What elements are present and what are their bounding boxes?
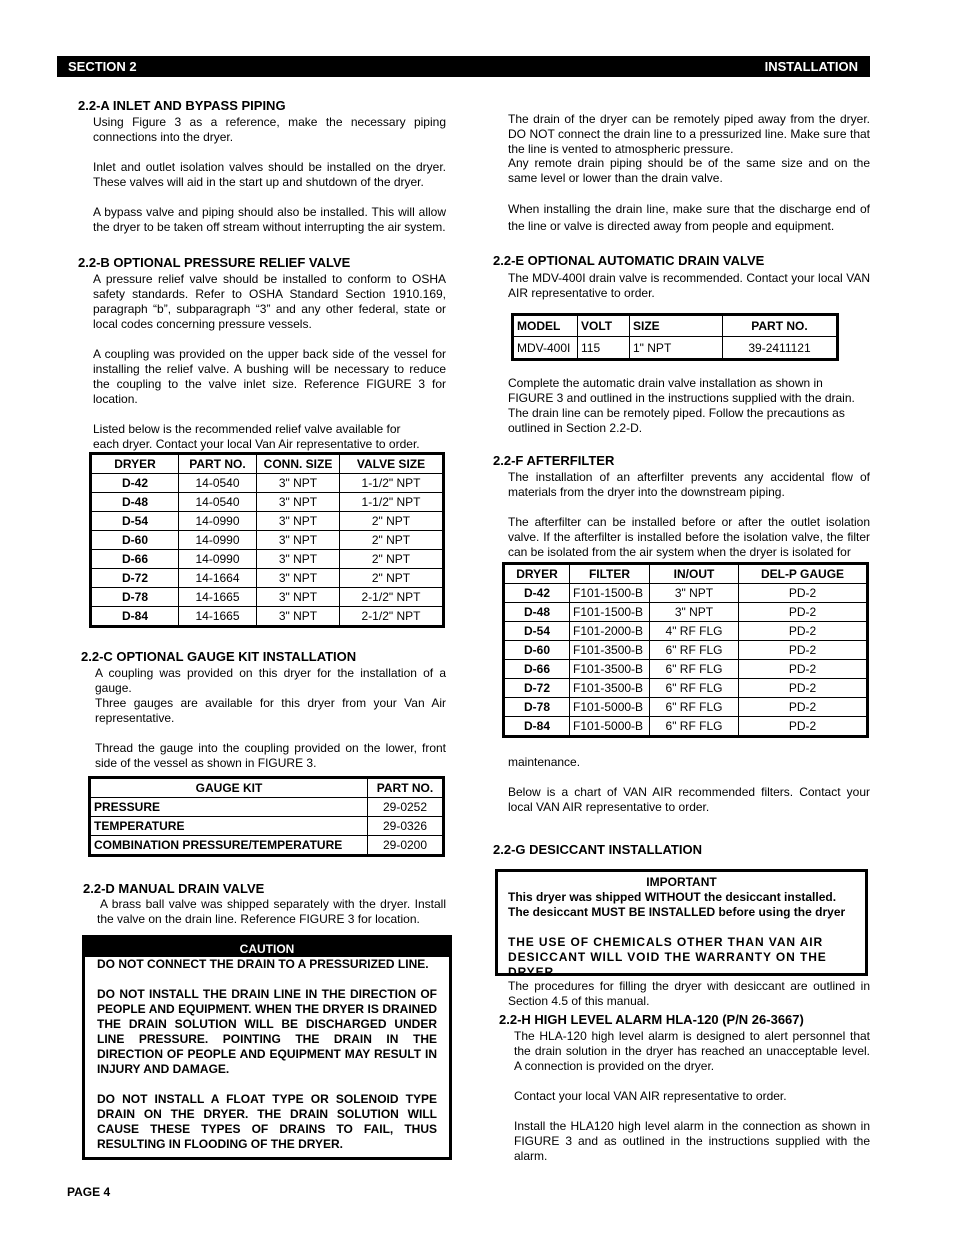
table-cell: 3" NPT (257, 531, 340, 550)
column-header: IN/OUT (650, 564, 739, 584)
table-cell: F101-1500-B (570, 584, 650, 603)
table-header-row (504, 564, 868, 584)
table-cell: PD-2 (739, 679, 868, 698)
table-cell: F101-1500-B (570, 603, 650, 622)
s2f-paragraph-2: The afterfilter can be installed before or after the outlet isolation valve. If the afterfilter is installed before the isolation valve, the filter can be isolated from the air system when the dryer is isolated for (508, 515, 870, 559)
drain-paragraph-2: Any remote drain piping should be of the same size and on the same level or lower than the drain valve. (508, 156, 870, 185)
s2c-paragraph-2: Three gauges are available for this dryer from your Van Air representative. (95, 696, 446, 725)
table-cell: D-54 (504, 622, 570, 641)
gauge-kit-table (88, 776, 445, 857)
table-cell: D-48 (504, 603, 570, 622)
s2b-paragraph-2: A coupling was provided on the upper back side of the vessel for installing the relief valve. A bushing will be necessary to reduce the coupling to the valve inlet size. Reference FIGURE 3 for location. (93, 347, 446, 406)
column-header: DEL-P GAUGE (739, 564, 868, 584)
table-cell: D-72 (91, 569, 179, 588)
s2h-paragraph-1: The HLA-120 high level alarm is designed to alert personnel that the drain solution in the dryer has reached an unacceptable level. A connection is provided on the dryer. (514, 1029, 870, 1073)
s2b-paragraph-3b: each dryer. Contact your local Van Air representative to order. (93, 437, 420, 451)
table-row (504, 622, 868, 641)
table-row (91, 512, 444, 531)
table-row (90, 798, 444, 817)
heading-2-2-g: 2.2-G DESICCANT INSTALLATION (493, 842, 702, 857)
drain-paragraph-1: The drain of the dryer can be remotely piped away from the dryer. DO NOT connect the drain line to a pressurized line. Make sure that the line is vented to atmospheric pressure. (508, 112, 870, 156)
table-cell: 3" NPT (650, 603, 739, 622)
heading-2-2-b: 2.2-B OPTIONAL PRESSURE RELIEF VALVE (78, 255, 351, 270)
page-number: PAGE 4 (67, 1185, 111, 1199)
table-row (91, 550, 444, 569)
column-header: SIZE (630, 315, 723, 337)
table-cell: PD-2 (739, 717, 868, 737)
table-cell: TEMPERATURE (90, 817, 368, 836)
table-row (504, 698, 868, 717)
column-header: PART NO. (179, 454, 257, 474)
table-cell: 1-1/2" NPT (340, 493, 444, 512)
table-cell: 2" NPT (340, 531, 444, 550)
table-cell: 14-0540 (179, 493, 257, 512)
s2a-paragraph-2: Inlet and outlet isolation valves should be installed on the dryer. These valves will aid in the start up and shutdown of the dryer. (93, 160, 446, 189)
heading-2-2-f: 2.2-F AFTERFILTER (493, 453, 615, 468)
table-row (504, 641, 868, 660)
table-cell: 2-1/2" NPT (340, 588, 444, 607)
heading-2-2-d: 2.2-D MANUAL DRAIN VALVE (83, 881, 265, 896)
table-cell: 14-0990 (179, 512, 257, 531)
table-cell: D-78 (504, 698, 570, 717)
table-cell: 1" NPT (630, 337, 723, 360)
table-cell: 4" RF FLG (650, 622, 739, 641)
table-cell: 14-1664 (179, 569, 257, 588)
table-cell: PD-2 (739, 603, 868, 622)
s2a-paragraph-1: Using Figure 3 as a reference, make the necessary piping connections into the dryer. (93, 115, 446, 144)
s2f-paragraph-1: The installation of an afterfilter prevents any accidental flow of materials from the dryer into the downstream piping. (508, 470, 870, 499)
table-cell: 2" NPT (340, 550, 444, 569)
table-row (91, 474, 444, 493)
table-row (91, 588, 444, 607)
table-cell: 3" NPT (257, 512, 340, 531)
table-cell: F101-5000-B (570, 698, 650, 717)
table-cell: D-42 (91, 474, 179, 493)
section-label: SECTION 2 (68, 59, 137, 74)
drain-paragraph-3: When installing the drain line, make sure that the discharge end of the line or valve is directed away from people and equipment. (508, 202, 870, 233)
table-cell: 3" NPT (257, 607, 340, 627)
s2f-paragraph-3: maintenance. (508, 755, 581, 769)
important-title: IMPORTANT (646, 875, 717, 889)
column-header: GAUGE KIT (90, 778, 368, 798)
s2d-paragraph-1: A brass ball valve was shipped separately with the dryer. Install the valve on the drain line. Reference FIGURE 3 for location. (97, 897, 446, 926)
column-header: VALVE SIZE (340, 454, 444, 474)
caution-title: CAUTION (85, 938, 449, 957)
table-cell: 2" NPT (340, 512, 444, 531)
table-cell: D-54 (91, 512, 179, 531)
table-cell: 14-0990 (179, 550, 257, 569)
table-cell: F101-5000-B (570, 717, 650, 737)
table-cell: 6" RF FLG (650, 660, 739, 679)
table-row (504, 603, 868, 622)
column-header: PART NO. (723, 315, 838, 337)
important-box (495, 869, 868, 979)
table-cell: PRESSURE (90, 798, 368, 817)
table-cell: 29-0326 (368, 817, 444, 836)
table-cell: D-66 (91, 550, 179, 569)
table-cell: D-48 (91, 493, 179, 512)
table-row (504, 660, 868, 679)
table-cell: PD-2 (739, 622, 868, 641)
important-line-2: THE USE OF CHEMICALS OTHER THAN VAN AIR DESICCANT WILL VOID THE WARRANTY ON THE DRYER. (508, 935, 827, 979)
heading-2-2-a: 2.2-A INLET AND BYPASS PIPING (78, 98, 286, 113)
table-cell: PD-2 (739, 660, 868, 679)
table-cell: 3" NPT (257, 493, 340, 512)
caution-box (82, 935, 452, 1160)
table-cell: 39-2411121 (723, 337, 838, 360)
s2e-paragraph-1: The MDV-400I drain valve is recommended. Contact your local VAN AIR representative to order. (508, 271, 870, 300)
table-cell: 2-1/2" NPT (340, 607, 444, 627)
section-header-bar (57, 56, 870, 77)
table-cell: 3" NPT (257, 474, 340, 493)
table-row (504, 584, 868, 603)
table-cell: 3" NPT (257, 588, 340, 607)
column-header: DRYER (504, 564, 570, 584)
table-cell: 1-1/2" NPT (340, 474, 444, 493)
s2a-paragraph-3: A bypass valve and piping should also be installed. This will allow the dryer to be taken off stream without interrupting the air system. (93, 205, 446, 234)
table-row (91, 607, 444, 627)
column-header: VOLT (578, 315, 630, 337)
table-cell: 14-0540 (179, 474, 257, 493)
table-cell: PD-2 (739, 584, 868, 603)
table-header-row (90, 778, 444, 798)
drain-valve-table (511, 313, 839, 361)
relief-valve-table (89, 452, 445, 628)
section-title: INSTALLATION (764, 59, 858, 74)
caution-line-3: DO NOT INSTALL A FLOAT TYPE OR SOLENOID TYPE DRAIN ON THE DRYER. THE DRAIN SOLUTION WILL CAUSE THESE TYPES OF DRAINS TO FAIL, THUS RESULTING IN FLOODING OF THE DRYER. (97, 1092, 437, 1151)
column-header: CONN. SIZE (257, 454, 340, 474)
caution-line-2: DO NOT INSTALL THE DRAIN LINE IN THE DIRECTION OF PEOPLE AND EQUIPMENT. WHEN THE DRYER IS DRAINED THE DRAIN SOLUTION WILL BE DISCHARGED UNDER LINE PRESSURE. POINTING THE DRAIN IN THE DIRECTION OF PEOPLE AND EQUIPMENT MAY RESULT IN INJURY AND DAMAGE. (97, 987, 437, 1076)
table-cell: 29-0200 (368, 836, 444, 856)
table-cell: D-60 (91, 531, 179, 550)
table-row (504, 679, 868, 698)
table-row (504, 717, 868, 737)
table-cell: D-78 (91, 588, 179, 607)
table-cell: 6" RF FLG (650, 717, 739, 737)
table-row (91, 493, 444, 512)
table-cell: 3" NPT (257, 550, 340, 569)
table-cell: PD-2 (739, 698, 868, 717)
column-header: DRYER (91, 454, 179, 474)
table-row (91, 531, 444, 550)
heading-2-2-e: 2.2-E OPTIONAL AUTOMATIC DRAIN VALVE (493, 253, 765, 268)
table-cell: 115 (578, 337, 630, 360)
s2h-paragraph-3: Install the HLA120 high level alarm in the connection as shown in FIGURE 3 and as outlined in the instructions supplied with the alarm. (514, 1119, 870, 1163)
s2c-paragraph-3: Thread the gauge into the coupling provided on the lower, front side of the vessel as shown in FIGURE 3. (95, 741, 446, 770)
table-cell: 14-1665 (179, 607, 257, 627)
table-cell: 14-0990 (179, 531, 257, 550)
s2b-paragraph-1: A pressure relief valve should be installed to conform to OSHA safety standards. Refer to OSHA Standard Section 1910.169, paragraph “b”, subparagraph “3” and any other federal, state or local codes concerning pressure vessels. (93, 272, 446, 331)
caution-line-1: DO NOT CONNECT THE DRAIN TO A PRESSURIZED LINE. (97, 957, 429, 971)
heading-2-2-h: 2.2-H HIGH LEVEL ALARM HLA-120 (P/N 26-3667) (499, 1012, 804, 1027)
table-cell: D-72 (504, 679, 570, 698)
table-cell: 2" NPT (340, 569, 444, 588)
table-row (90, 817, 444, 836)
table-cell: 14-1665 (179, 588, 257, 607)
s2b-paragraph-3a: Listed below is the recommended relief valve available for (93, 422, 401, 436)
table-cell: D-84 (504, 717, 570, 737)
table-row (513, 337, 838, 360)
column-header: FILTER (570, 564, 650, 584)
table-cell: PD-2 (739, 641, 868, 660)
table-cell: COMBINATION PRESSURE/TEMPERATURE (90, 836, 368, 856)
important-line-1: This dryer was shipped WITHOUT the desiccant installed. The desiccant MUST BE INSTALLED before using the dryer (508, 890, 846, 919)
afterfilter-table (502, 562, 869, 738)
heading-2-2-c: 2.2-C OPTIONAL GAUGE KIT INSTALLATION (81, 649, 357, 664)
s2h-paragraph-2: Contact your local VAN AIR representative to order. (514, 1089, 787, 1103)
table-cell: D-42 (504, 584, 570, 603)
s2c-paragraph-1: A coupling was provided on this dryer for the installation of a gauge. (95, 666, 446, 695)
s2e-paragraph-2: Complete the automatic drain valve installation as shown in FIGURE 3 and outlined in the instructions supplied with the drain. The drain line can be remotely piped. Follow the precautions as outlined in Section 2.2-D. (508, 376, 855, 435)
table-cell: D-84 (91, 607, 179, 627)
table-cell: F101-2000-B (570, 622, 650, 641)
table-cell: 3" NPT (650, 584, 739, 603)
table-header-row (91, 454, 444, 474)
table-row (90, 836, 444, 856)
table-cell: 6" RF FLG (650, 679, 739, 698)
table-cell: D-66 (504, 660, 570, 679)
table-cell: 3" NPT (257, 569, 340, 588)
table-cell: 6" RF FLG (650, 698, 739, 717)
table-cell: D-60 (504, 641, 570, 660)
table-cell: F101-3500-B (570, 679, 650, 698)
table-header-row (513, 315, 838, 337)
table-row (91, 569, 444, 588)
table-cell: MDV-400I (513, 337, 578, 360)
column-header: PART NO. (368, 778, 444, 798)
table-cell: 29-0252 (368, 798, 444, 817)
column-header: MODEL (513, 315, 578, 337)
table-cell: F101-3500-B (570, 641, 650, 660)
table-cell: 6" RF FLG (650, 641, 739, 660)
s2g-paragraph-1: The procedures for filling the dryer with desiccant are outlined in Section 4.5 of this manual. (508, 979, 870, 1008)
s2f-paragraph-4: Below is a chart of VAN AIR recommended filters. Contact your local VAN AIR representative to order. (508, 785, 870, 814)
table-cell: F101-3500-B (570, 660, 650, 679)
